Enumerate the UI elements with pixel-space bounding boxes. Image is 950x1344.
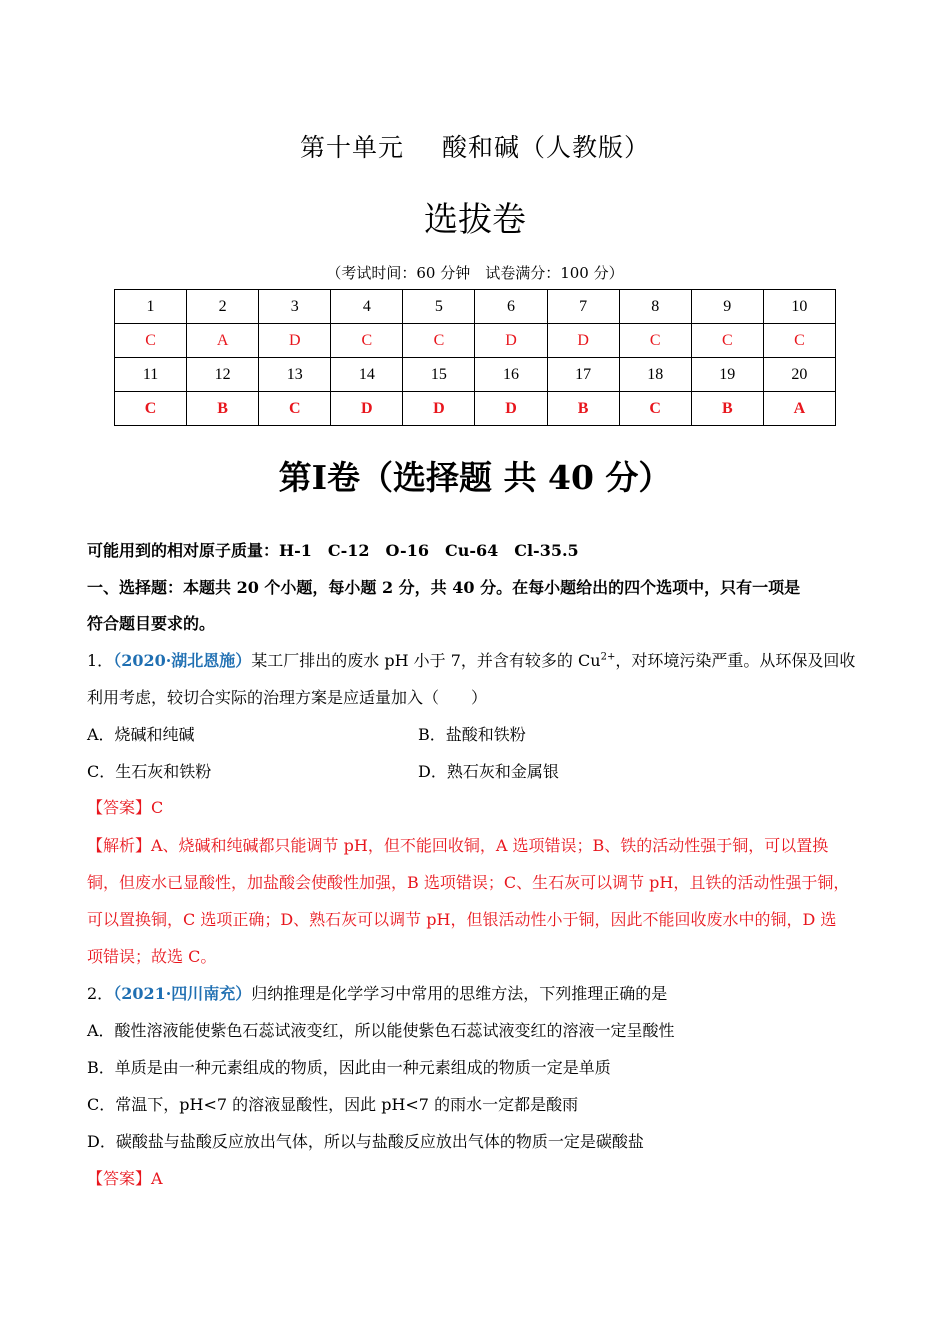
answer-table-row (115, 358, 836, 392)
answer-cell: C (619, 392, 691, 426)
answer-value: C (151, 798, 164, 817)
answer-cell: A (763, 392, 835, 426)
answer-cell: C (691, 324, 763, 358)
question-number-cell: 7 (547, 290, 619, 324)
question-1-option-d: D．熟石灰和金属银 (418, 762, 559, 781)
question-number-cell: 5 (403, 290, 475, 324)
question-number-cell: 3 (259, 290, 331, 324)
question-number-cell: 9 (691, 290, 763, 324)
unit-label: 第十单元 (299, 133, 404, 162)
answer-cell: D (331, 392, 403, 426)
question-number-cell: 12 (187, 358, 259, 392)
answer-cell: D (475, 392, 547, 426)
question-1-option-c: C．生石灰和铁粉 (87, 762, 212, 781)
answer-cell: C (763, 324, 835, 358)
question-1-answer (87, 795, 163, 818)
document-title (0, 128, 950, 164)
question-1-analysis-line: 【解析】A、烧碱和纯碱都只能调节 pH，但不能回收铜，A 选项错误；B、铁的活动性强于铜，可以置换 (87, 836, 829, 855)
question-number-cell: 17 (547, 358, 619, 392)
question-text: 归纳推理是化学学习中常用的思维方法，下列推理正确的是 (251, 984, 668, 1003)
question-1-option-b: B．盐酸和铁粉 (418, 725, 526, 744)
paper-type-title: 选拔卷 (424, 200, 526, 240)
question-number-cell: 8 (619, 290, 691, 324)
question-2-stem (87, 981, 667, 1004)
question-1-stem-line-2: 利用考虑，较切合实际的治理方案是应适量加入（ ） (87, 688, 488, 707)
question-number-cell: 11 (115, 358, 187, 392)
question-number-cell: 13 (259, 358, 331, 392)
question-number-cell: 18 (619, 358, 691, 392)
question-2-option-a: A．酸性溶液能使紫色石蕊试液变红，所以能使紫色石蕊试液变红的溶液一定呈酸性 (87, 1021, 675, 1040)
instructions-line-1: 一、选择题：本题共 20 个小题，每小题 2 分，共 40 分。在每小题给出的四个选项中，只有一项是 (87, 578, 801, 597)
question-source: （2021·四川南充） (113, 984, 252, 1003)
answer-cell: D (547, 324, 619, 358)
question-number-cell: 20 (763, 358, 835, 392)
answer-table-row (115, 290, 836, 324)
answer-value: A (151, 1169, 163, 1188)
question-number-cell: 19 (691, 358, 763, 392)
instructions-line-2: 符合题目要求的。 (87, 614, 216, 633)
answer-cell: C (619, 324, 691, 358)
question-text: 某工厂排出的废水 pH 小于 7，并含有较多的 Cu (251, 651, 601, 670)
answer-table (114, 289, 836, 426)
question-1-analysis-line: 项错误；故选 C。 (87, 947, 217, 966)
answer-cell: C (331, 324, 403, 358)
question-source: （2020·湖北恩施） (113, 651, 252, 670)
question-number-cell: 4 (331, 290, 403, 324)
question-number-cell: 14 (331, 358, 403, 392)
section-title: 第Ⅰ卷（选择题 共 40 分） (278, 458, 672, 497)
answer-cell: C (115, 392, 187, 426)
question-number-cell: 16 (475, 358, 547, 392)
answer-cell: D (259, 324, 331, 358)
question-number-cell: 1 (115, 290, 187, 324)
answer-cell: C (259, 392, 331, 426)
answer-cell: D (475, 324, 547, 358)
answer-table-row (115, 392, 836, 426)
exam-info: （考试时间：60 分钟 试卷满分：100 分） (326, 264, 624, 282)
question-number: 2． (87, 984, 114, 1003)
atomic-masses: 可能用到的相对原子质量：H-1 C-12 O-16 Cu-64 Cl-35.5 (87, 541, 579, 560)
answer-cell: D (403, 392, 475, 426)
question-1-option-a: A．烧碱和纯碱 (87, 725, 195, 744)
question-text: ，对环境污染严重。从环保及回收 (615, 651, 856, 670)
answer-table-row (115, 324, 836, 358)
topic-label: 酸和碱（人教版） (442, 133, 651, 162)
question-number-cell: 6 (475, 290, 547, 324)
question-2-option-d: D．碳酸盐与盐酸反应放出气体，所以与盐酸反应放出气体的物质一定是碳酸盐 (87, 1132, 644, 1151)
answer-cell: C (403, 324, 475, 358)
answer-cell: B (691, 392, 763, 426)
question-number: 1． (87, 651, 114, 670)
question-2-option-c: C．常温下，pH<7 的溶液显酸性，因此 pH<7 的雨水一定都是酸雨 (87, 1095, 579, 1114)
question-number-cell: 15 (403, 358, 475, 392)
answer-cell: B (547, 392, 619, 426)
question-1-stem (87, 648, 855, 671)
question-1-analysis-line: 可以置换铜，C 选项正确；D、熟石灰可以调节 pH，但银活动性小于铜，因此不能回收废水中的铜，D 选 (87, 910, 837, 929)
answer-cell: B (187, 392, 259, 426)
answer-label: 【答案】 (87, 798, 152, 817)
question-number-cell: 2 (187, 290, 259, 324)
question-2-answer (87, 1166, 163, 1189)
question-1-analysis-line: 铜，但废水已显酸性，加盐酸会使酸性加强，B 选项错误；C、生石灰可以调节 pH，且铁的活动性强于铜， (87, 873, 850, 892)
charge-superscript: 2+ (600, 651, 616, 663)
question-2-option-b: B．单质是由一种元素组成的物质，因此由一种元素组成的物质一定是单质 (87, 1058, 611, 1077)
answer-label: 【答案】 (87, 1169, 152, 1188)
answer-cell: C (115, 324, 187, 358)
question-number-cell: 10 (763, 290, 835, 324)
answer-cell: A (187, 324, 259, 358)
